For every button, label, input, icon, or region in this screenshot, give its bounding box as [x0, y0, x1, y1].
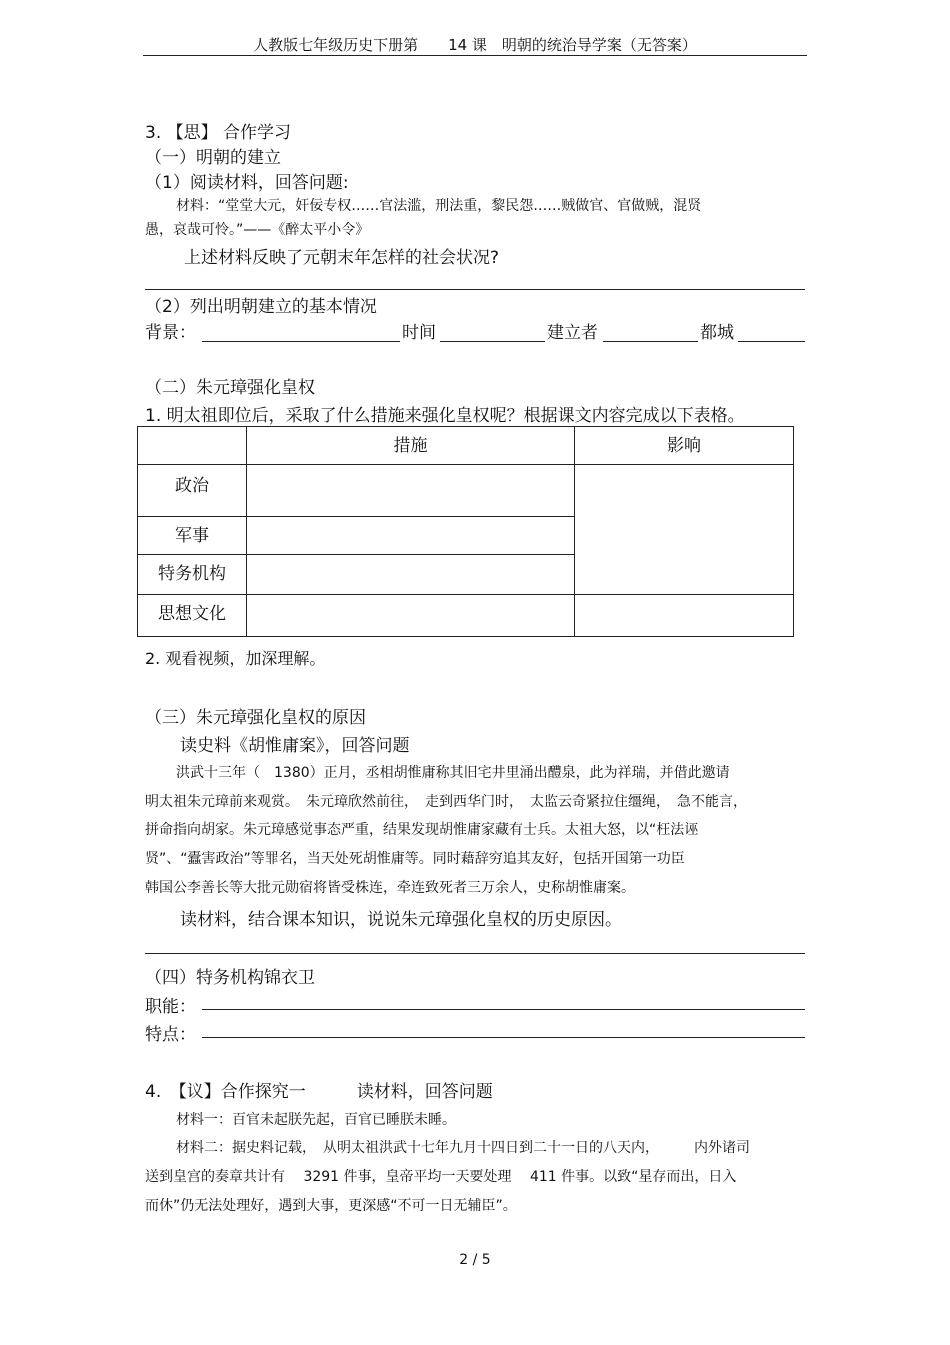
table-header-measures: 措施 — [247, 427, 575, 465]
part1-question: 上述材料反映了元朝末年怎样的社会状况? — [184, 248, 500, 268]
founder-blank[interactable] — [603, 341, 698, 342]
table-row-label-secret-police: 特务机构 — [138, 555, 247, 595]
hu-case-line-3: 拼命指向胡家。朱元璋感觉事态严重，结果发现胡惟庸家藏有士兵。太祖大怒，以“枉法诬 — [145, 822, 699, 838]
part3-intro: 读史料《胡惟庸案》，回答问题 — [180, 736, 410, 756]
time-label: 时间 — [402, 323, 436, 343]
material-2-line-2: 送到皇宫的奏章共计有 3291 件事，皇帝平均一天要处理 411 件事。以致“星存而出，日入 — [145, 1169, 737, 1185]
feature-label: 特点： — [145, 1025, 196, 1045]
table-row-label-politics: 政治 — [138, 465, 247, 517]
function-blank[interactable] — [202, 1009, 805, 1010]
material-1: 材料一：百官未起朕先起，百官已睡朕未睡。 — [176, 1112, 456, 1128]
material-line-2: 愚，哀哉可怜。”——《醉太平小令》 — [145, 222, 370, 238]
material-2-line-3: 而休”仍无法处理好，遇到大事，更深感“不可一日无辅臣”。 — [145, 1198, 517, 1214]
table-row-label-military: 军事 — [138, 517, 247, 555]
part2-heading: （二）朱元璋强化皇权 — [145, 378, 315, 398]
feature-blank[interactable] — [202, 1037, 805, 1038]
table-cell-ideology-measures[interactable] — [247, 595, 575, 637]
table-cell-impact-merged[interactable] — [575, 465, 794, 595]
hu-case-line-5: 韩国公李善长等大批元勋宿将皆受株连，牵连致死者三万余人，史称胡惟庸案。 — [145, 880, 635, 896]
table-cell-secret-police-measures[interactable] — [247, 555, 575, 595]
answer-line — [145, 953, 805, 954]
material-2-line-1: 材料二：据史料记载， 从明太祖洪武十七年九月十四日到二十一日的八天内， 内外诸司 — [176, 1140, 750, 1156]
part1-heading: （一）明朝的建立 — [145, 148, 281, 168]
table-row-label-ideology: 思想文化 — [138, 595, 247, 637]
measures-table — [137, 426, 794, 637]
table-header-impact: 影响 — [575, 427, 794, 465]
material-line-1: 材料：“堂堂大元，奸佞专权……官法滥，刑法重，黎民怨……贼做官、官做贼，混贤 — [176, 198, 702, 214]
part1-q1-label: （1）阅读材料，回答问题: — [145, 173, 349, 193]
background-blank[interactable] — [202, 341, 400, 342]
section3-heading: 3. 【思】 合作学习 — [145, 123, 292, 143]
header-rule — [143, 55, 807, 56]
page-number: 2 / 5 — [459, 1252, 491, 1268]
founder-label: 建立者 — [547, 323, 598, 343]
background-label: 背景： — [145, 323, 196, 343]
part2-q1: 1. 明太祖即位后，采取了什么措施来强化皇权呢？根据课文内容完成以下表格。 — [145, 406, 745, 426]
hu-case-line-4: 贤”、“蠹害政治”等罪名，当天处死胡惟庸等。同时藉辞穷追其友好，包括开国第一功臣 — [145, 851, 685, 867]
table-header-corner — [138, 427, 247, 465]
part3-question: 读材料，结合课本知识，说说朱元璋强化皇权的历史原因。 — [180, 910, 622, 930]
section4-heading: 4. 【议】合作探究一 读材料，回答问题 — [145, 1082, 493, 1102]
hu-case-line-1: 洪武十三年（ 1380）正月，丞相胡惟庸称其旧宅井里涌出醴泉，此为祥瑞，并借此邀请 — [176, 765, 730, 781]
part1-q2-label: （2）列出明朝建立的基本情况 — [145, 297, 377, 317]
time-blank[interactable] — [440, 341, 545, 342]
answer-line — [145, 289, 805, 290]
part2-q2: 2. 观看视频，加深理解。 — [145, 649, 326, 668]
table-cell-military-measures[interactable] — [247, 517, 575, 555]
hu-case-line-2: 明太祖朱元璋前来观赏。 朱元璋欣然前往， 走到西华门时， 太监云奇紧拉住缰绳， 急不能言， — [145, 794, 747, 810]
function-label: 职能： — [145, 997, 196, 1017]
document-header: 人教版七年级历史下册第 14 课 明朝的统治导学案（无答案） — [253, 36, 697, 54]
part4-heading: （四）特务机构锦衣卫 — [145, 968, 315, 988]
capital-blank[interactable] — [738, 341, 805, 342]
table-cell-ideology-impact[interactable] — [575, 595, 794, 637]
table-cell-politics-measures[interactable] — [247, 465, 575, 517]
part3-heading: （三）朱元璋强化皇权的原因 — [145, 708, 366, 728]
capital-label: 都城 — [700, 323, 734, 343]
